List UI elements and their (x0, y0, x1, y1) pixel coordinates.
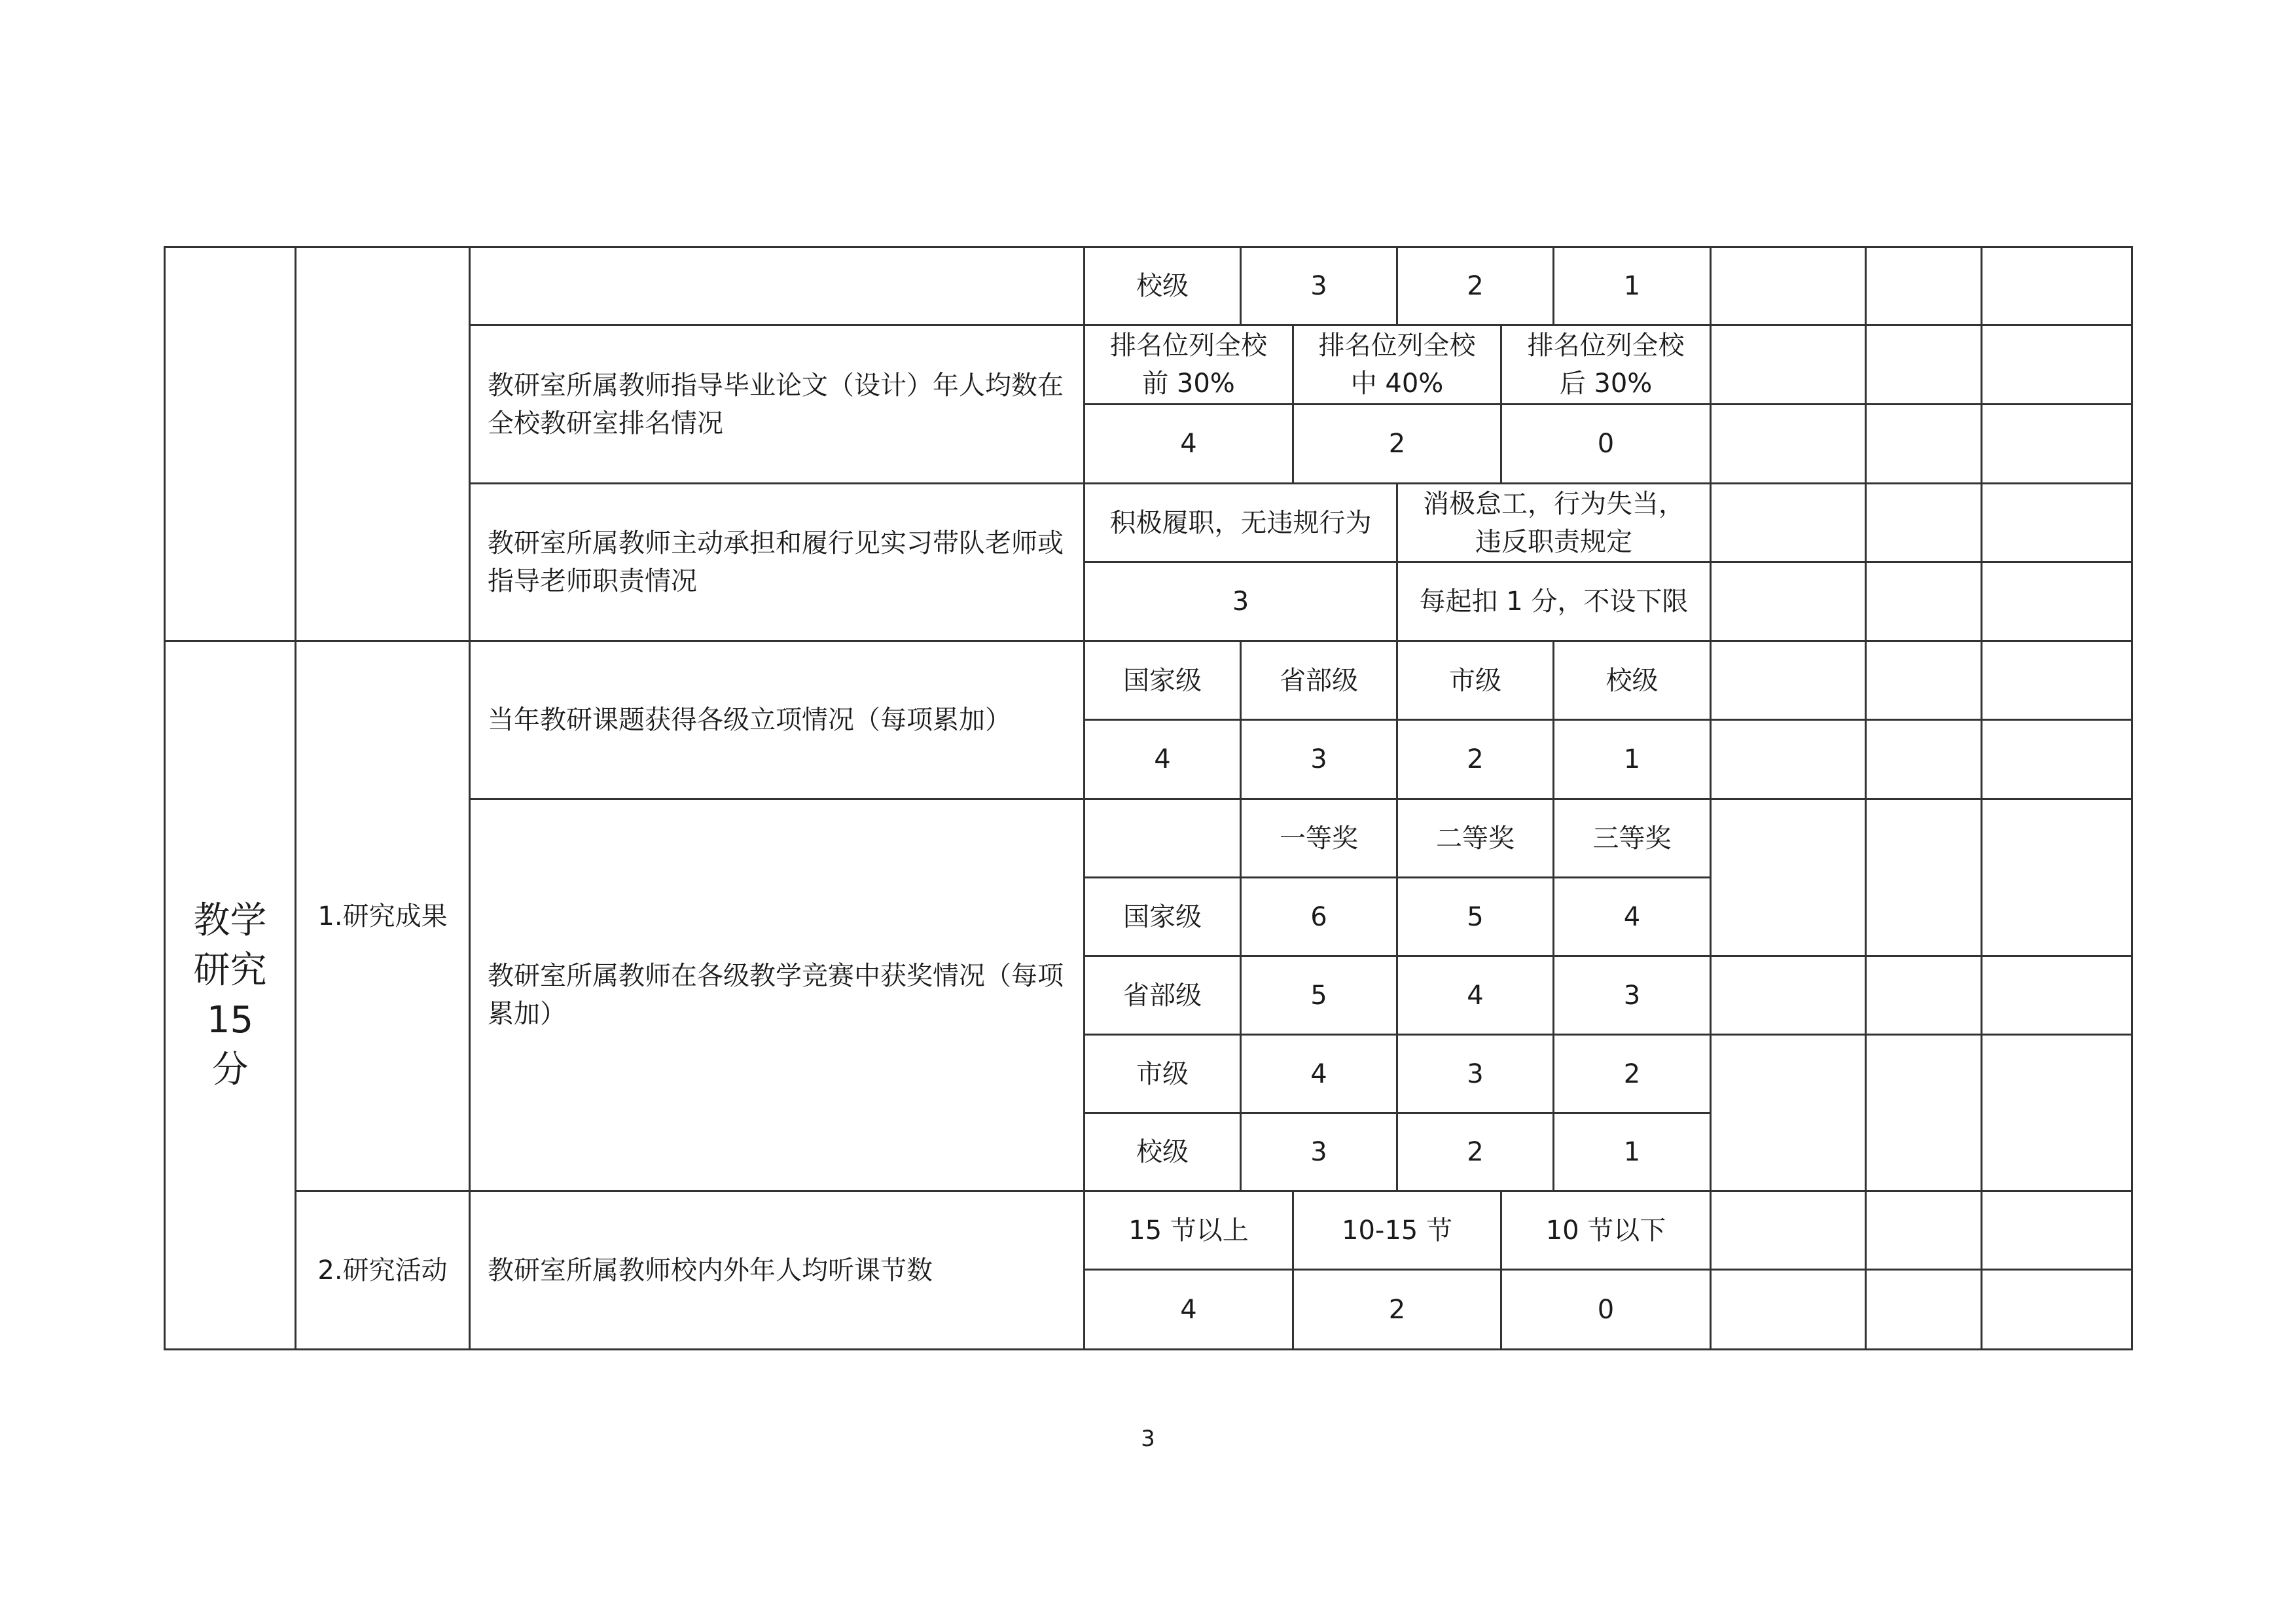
score-cell: 2 (1388, 429, 1406, 459)
score-cell: 1 (1623, 744, 1641, 774)
level-header: 国家级 (1123, 665, 1202, 696)
rank-header-middle: 排名位列全校中 40% (1318, 331, 1476, 399)
score-cell: 4 (1623, 901, 1641, 932)
score-cell: 2 (1623, 1058, 1641, 1089)
award-level: 省部级 (1123, 980, 1202, 1011)
level-header: 省部级 (1280, 665, 1358, 696)
award-level: 市级 (1136, 1058, 1189, 1089)
condition-good: 积极履职，无违规行为 (1109, 507, 1372, 538)
score-cell: 3 (1310, 271, 1327, 301)
score-cell: 0 (1597, 429, 1615, 459)
attendance-header: 10-15 节 (1342, 1215, 1452, 1246)
rank-header-top: 排名位列全校前 30% (1110, 331, 1267, 399)
level-label-school: 校级 (1136, 271, 1189, 301)
prize-header: 一等奖 (1280, 823, 1358, 854)
competition-awards-description: 教研室所属教师在各级教学竞赛中获奖情况（每项累加） (488, 961, 1064, 1029)
penalty-rule: 每起扣 1 分，不设下限 (1419, 586, 1689, 617)
score-cell: 2 (1467, 744, 1484, 774)
table-border-right (2131, 246, 2133, 1350)
lecture-attendance-description: 教研室所属教师校内外年人均听课节数 (488, 1255, 933, 1286)
score-cell: 2 (1467, 1137, 1484, 1167)
prize-header: 三等奖 (1592, 823, 1672, 854)
score-cell: 3 (1623, 980, 1641, 1011)
score-cell: 4 (1180, 1294, 1197, 1325)
table-col-rule (1981, 246, 1982, 1350)
score-cell: 3 (1232, 586, 1249, 617)
subcategory-research-results: 1.研究成果 (317, 901, 448, 931)
condition-bad: 消极怠工，行为失当，违反职责规定 (1423, 488, 1685, 557)
score-cell: 1 (1623, 271, 1641, 301)
award-level: 校级 (1136, 1137, 1189, 1167)
subcategory-research-activities: 2.研究活动 (317, 1255, 448, 1286)
score-cell: 4 (1467, 980, 1484, 1011)
table-col-rule (295, 246, 296, 1350)
attendance-header: 10 节以下 (1545, 1215, 1666, 1246)
attendance-header: 15 节以上 (1128, 1215, 1249, 1246)
score-cell: 4 (1180, 429, 1197, 459)
rank-header-bottom: 排名位列全校后 30% (1527, 331, 1685, 399)
table-border-bottom (164, 1348, 2133, 1350)
score-cell: 3 (1310, 1137, 1327, 1167)
internship-duty-description: 教研室所属教师主动承担和履行见实习带队老师或指导老师职责情况 (488, 528, 1064, 596)
score-cell: 1 (1623, 1137, 1641, 1167)
score-cell: 3 (1310, 744, 1327, 774)
page-number: 3 (1141, 1426, 1155, 1452)
award-level: 国家级 (1123, 901, 1202, 932)
level-header: 校级 (1605, 665, 1659, 696)
score-cell: 3 (1467, 1058, 1484, 1089)
table-col-rule (1710, 246, 1712, 1350)
level-header: 市级 (1449, 665, 1501, 696)
score-cell: 6 (1310, 901, 1327, 932)
score-cell: 5 (1467, 901, 1484, 932)
score-cell: 4 (1154, 744, 1171, 774)
research-projects-description: 当年教研课题获得各级立项情况（每项累加） (488, 705, 1011, 735)
thesis-guidance-description: 教研室所属教师指导毕业论文（设计）年人均数在全校教研室排名情况 (488, 370, 1064, 439)
score-cell: 2 (1467, 271, 1484, 301)
table-col-rule (1865, 246, 1867, 1350)
section-title-teaching-research: 教学研究 15 分 (193, 899, 267, 1091)
score-cell: 5 (1310, 980, 1327, 1011)
prize-header: 二等奖 (1436, 823, 1515, 854)
score-cell: 2 (1388, 1294, 1406, 1325)
score-cell: 0 (1597, 1294, 1615, 1325)
score-cell: 4 (1310, 1058, 1327, 1089)
